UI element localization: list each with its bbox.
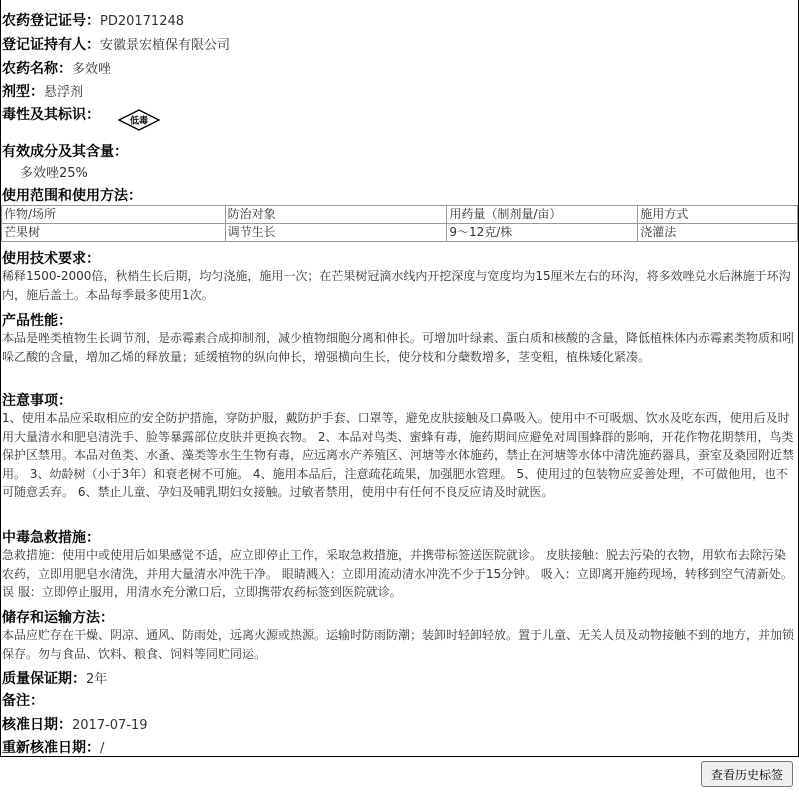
holder-row — [2, 34, 230, 54]
toxicity-label: 毒性及其标识： — [2, 107, 100, 123]
usage-cell-crop: 芒果树 — [2, 224, 226, 242]
toxicity-badge-text: 低毒 — [129, 116, 149, 127]
approval-date-label: 核准日期： — [2, 717, 72, 733]
usage-title: 使用范围和使用方法： — [2, 188, 142, 204]
usage-cell-dosage: 9～12克/株 — [447, 224, 638, 242]
storage-text: 本品应贮存在干燥、阴凉、通风、防雨处，远离火源或热源。运输时防雨防潮；装卸时轻卸轻放。置于儿童、无关人员及动物接触不到的地方，并加锁保存。勿与食品、饮料、粮食、饲料等同贮同运。 — [2, 628, 795, 661]
usage-header-dosage: 用药量（制剂量/亩） — [447, 206, 638, 224]
performance-text: 本品是唑类植物生长调节剂，是赤霉素合成抑制剂，减少植物细胞分离和伸长。可增加叶绿素、蛋白质和核酸的含量，降低植株体内赤霉素类物质和吲哚乙酸的含量，增加乙烯的释放量；延缓植物的纵向伸长，增强横向生长，使分枝和分蘖数增多，茎变粗，植株矮化紧凑。 — [2, 331, 795, 364]
precautions-text: 1、使用本品应采取相应的安全防护措施，穿防护服，戴防护手套、口罩等，避免皮肤接触及口鼻吸入。使用中不可吸烟、饮水及吃东西，使用后及时用大量清水和肥皂清洗手、脸等暴露部位皮肤并更换衣物。 2、本品对鸟类、蜜蜂有毒，施药期间应避免对周围蜂群的影响，开花作物花期禁用，鸟类保护区禁用。本品对鱼类、水蚤、藻类等水生生物有毒，应远离水产养殖区、河塘等水体施药，禁止在河塘等水体中清洗施药器具，蚕室及桑园附近禁用。 3、幼龄树（小于3年）和衰老树不可施。 4、施用本品后，注意疏花疏果，加强肥水管理。 5、使用过的包装物应妥善处理，不可做他用，也不可随意丢弃。 6、禁止儿童、孕妇及哺乳期妇女接触。过敏者禁用，使用中有任何不良反应请及时就医。 — [2, 411, 795, 499]
low-toxicity-icon — [118, 109, 160, 131]
ingredient-label: 有效成分及其含量： — [2, 144, 128, 160]
holder-label: 登记证持有人： — [2, 37, 100, 53]
pesticide-name-label: 农药名称： — [2, 61, 72, 77]
pesticide-name-value: 多效唑 — [72, 62, 112, 77]
tech-text: 稀释1500-2000倍，秋梢生长后期，均匀浇施，施用一次；在芒果树冠滴水线内开挖深度与宽度均为15厘米左右的环沟，将多效唑兑水后淋施于环沟内，施后盖土。本品每季最多使用1次。 — [2, 269, 791, 302]
reapproval-date-value: / — [100, 741, 105, 756]
registration-value: PD20171248 — [100, 14, 185, 29]
reapproval-date-row — [2, 737, 104, 757]
registration-label: 农药登记证号： — [2, 13, 100, 29]
holder-value: 安徽景宏植保有限公司 — [100, 38, 231, 53]
usage-header-target: 防治对象 — [225, 206, 447, 224]
remarks-label: 备注： — [2, 693, 44, 709]
performance-title: 产品性能： — [2, 313, 72, 329]
approval-date-value: 2017-07-19 — [72, 718, 148, 733]
pesticide-name-row — [2, 58, 111, 78]
toxicity-row — [2, 104, 100, 124]
remarks-row — [2, 690, 44, 710]
usage-cell-target: 调节生长 — [225, 224, 447, 242]
warranty-label: 质量保证期： — [2, 671, 86, 687]
storage-title: 储存和运输方法： — [2, 610, 114, 626]
warranty-value: 2年 — [86, 672, 108, 687]
usage-header-method: 施用方式 — [638, 206, 798, 224]
view-history-label-button[interactable]: 查看历史标签 — [701, 761, 793, 787]
tech-title: 使用技术要求： — [2, 251, 100, 267]
warranty-row — [2, 668, 107, 688]
approval-date-row — [2, 714, 148, 734]
first-aid-text: 急救措施：使用中或使用后如果感觉不适，应立即停止工作，采取急救措施，并携带标签送医院就诊。 皮肤接触：脱去污染的衣物，用软布去除污染农药，立即用肥皂水清洗，并用大量清水冲洗干净。 眼睛溅入：立即用流动清水冲洗不少于15分钟。 吸入：立即离开施药现场，转移到空气清新处。 误 服：立即停止服用，用清水充分漱口后，立即携带农药标签到医院就诊。 — [2, 548, 793, 599]
first-aid-title: 中毒急救措施： — [2, 530, 100, 546]
formulation-row — [2, 81, 83, 101]
formulation-value: 悬浮剂 — [44, 85, 84, 100]
usage-table — [1, 205, 798, 242]
formulation-label: 剂型： — [2, 84, 44, 100]
usage-header-crop: 作物/场所 — [2, 206, 226, 224]
table-row — [2, 224, 798, 242]
usage-cell-method: 浇灌法 — [638, 224, 798, 242]
ingredient-value: 多效唑25% — [20, 166, 88, 181]
registration-row — [2, 10, 184, 30]
usage-table-header-row — [2, 206, 798, 224]
precautions-title: 注意事项： — [2, 393, 72, 409]
reapproval-date-label: 重新核准日期： — [2, 740, 100, 756]
